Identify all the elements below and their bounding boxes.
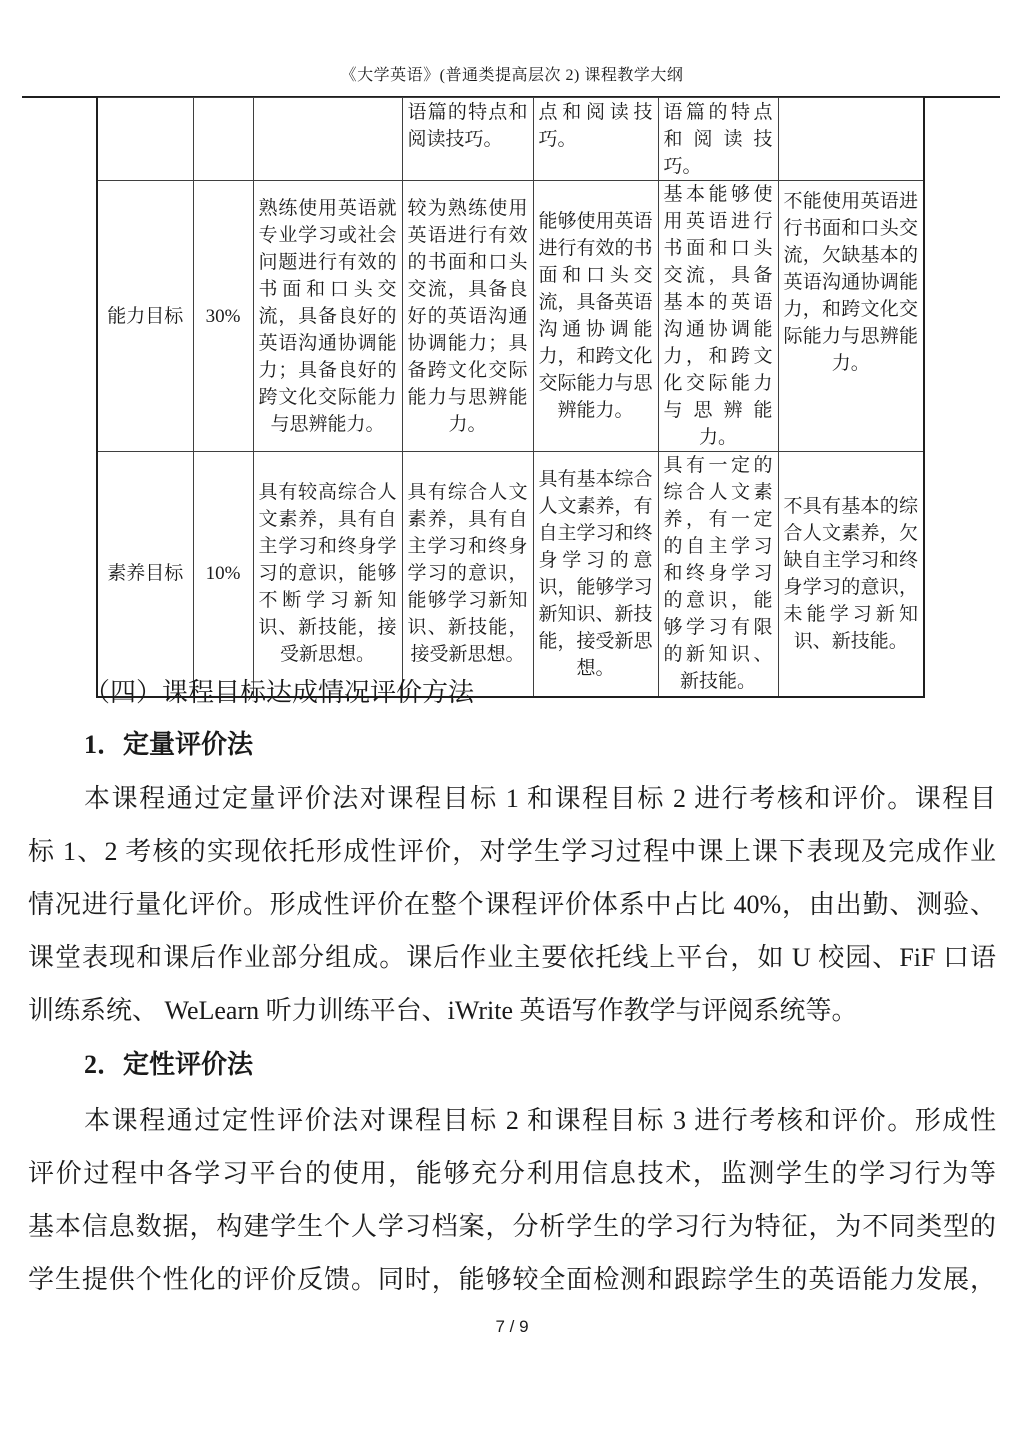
paragraph-line: 情况进行量化评价。形成性评价在整个课程评价体系中占比 40%，由出勤、测验、: [28, 890, 996, 919]
continuation-cell: [253, 98, 402, 181]
subsection-title-quantitative: 1．定量评价法: [84, 730, 254, 759]
weight-cell: 30%: [193, 181, 253, 452]
paragraph-line: 标 1、2 考核的实现依托形成性评价，对学生学习过程中课上课下表现及完成作业: [28, 837, 996, 866]
paragraph-line: 基本信息数据，构建学生个人学习档案，分析学生的学习行为特征，为不同类型的: [28, 1212, 996, 1241]
level-cell: 熟练使用英语就专业学习或社会问题进行有效的书面和口头交流，具备良好的英语沟通协调能力；具备良好的跨文化交际能力与思辨能力。: [253, 181, 402, 452]
level-cell: 具有基本综合人文素养，有自主学习和终身学习的意识，能够学习新知识、新技能，接受新思想。: [533, 452, 658, 697]
level-cell: 不具有基本的综合人文素养，欠缺自主学习和终身学习的意识，未能学习新知识、新技能。: [778, 452, 924, 697]
continuation-cell: 语篇的特点和阅读技巧。: [402, 98, 533, 181]
continuation-cell: [97, 98, 193, 181]
page-header-title: 《大学英语》(普通类提高层次 2) 课程教学大纲: [340, 67, 684, 84]
paragraph-line: 本课程通过定量评价法对课程目标 1 和课程目标 2 进行考核和评价。课程目: [84, 784, 996, 813]
section-heading: （四）课程目标达成情况评价方法: [84, 678, 475, 707]
continuation-cell: [193, 98, 253, 181]
weight-cell: 10%: [193, 452, 253, 697]
paragraph-line: 学生提供个性化的评价反馈。同时，能够较全面检测和跟踪学生的英语能力发展，: [28, 1265, 996, 1294]
paragraph-line: 训练系统、 WeLearn 听力训练平台、iWrite 英语写作教学与评阅系统等。: [28, 996, 858, 1025]
level-cell: 较为熟练使用英语进行有效的书面和口头交流，具备良好的英语沟通协调能力；具备跨文化交际能力与思辨能力。: [402, 181, 533, 452]
rubric-table: [96, 97, 925, 698]
paragraph-line: 课堂表现和课后作业部分组成。课后作业主要依托线上平台，如 U 校园、FiF 口语: [28, 943, 996, 972]
continuation-cell: 语篇的特点和阅读技巧。: [658, 98, 778, 181]
level-cell: 能够使用英语进行有效的书面和口头交流，具备英语沟通协调能力，和跨文化交际能力与思辨能力。: [533, 181, 658, 452]
objective-label-cell: 能力目标: [97, 181, 193, 452]
level-cell: 具有综合人文素养，具有自主学习和终身学习的意识，能够学习新知识、新技能，接受新思想。: [402, 452, 533, 697]
paragraph-line: 评价过程中各学习平台的使用，能够充分利用信息技术，监测学生的学习行为等: [28, 1159, 996, 1188]
table-row-ability-objective: [97, 181, 924, 452]
level-cell: 具有较高综合人文素养，具有自主学习和终身学习的意识，能够不断学习新知识、新技能，接受新思想。: [253, 452, 402, 697]
page-number: 7 / 9: [495, 1317, 529, 1336]
paragraph-line: 本课程通过定性评价法对课程目标 2 和课程目标 3 进行考核和评价。形成性: [84, 1106, 996, 1135]
continuation-cell: 点和阅读技巧。: [533, 98, 658, 181]
table-row-continuation: [97, 98, 924, 181]
continuation-cell: [778, 98, 924, 181]
table-row-literacy-objective: [97, 452, 924, 697]
level-cell: 基本能够使用英语进行书面和口头交流，具备基本的英语沟通协调能力，和跨文化交际能力与思辨能力。: [658, 181, 778, 452]
subsection-title-qualitative: 2．定性评价法: [84, 1050, 254, 1079]
level-cell: 具有一定的综合人文素养，有一定的自主学习和终身学习的意识，能够学习有限的新知识、新技能。: [658, 452, 778, 697]
objective-label-cell: 素养目标: [97, 452, 193, 697]
level-cell: 不能使用英语进行书面和口头交流，欠缺基本的英语沟通协调能力，和跨文化交际能力与思辨能力。: [778, 181, 924, 452]
